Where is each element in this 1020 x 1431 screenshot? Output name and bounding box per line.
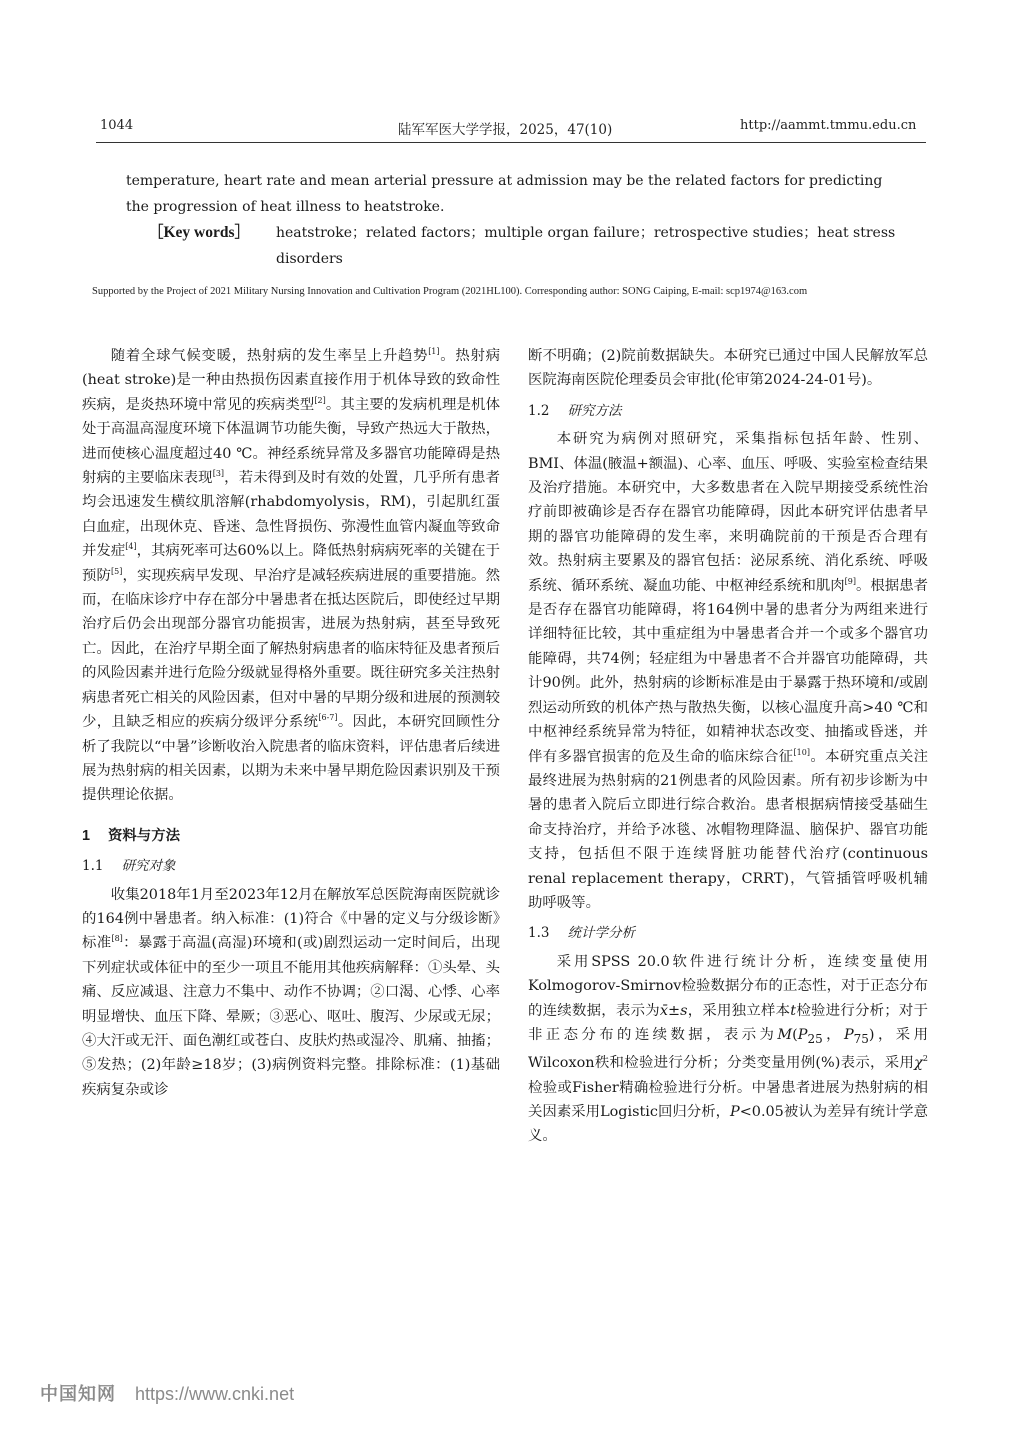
journal-url: http://aammt.tmmu.edu.cn — [740, 118, 917, 133]
journal-citation: 陆军军医大学学报，2025，47(10) — [398, 122, 613, 138]
keywords-label: ［Key words］ — [148, 224, 251, 241]
subsection-heading-1-1 — [82, 854, 500, 878]
cnki-logo: 中国知网 — [40, 1384, 116, 1404]
statistics-paragraph: 采用SPSS 20.0软件进行统计分析，连续变量使用Kolmogorov-Smirnov检验数据分布的正态性，对于正态分布的连续数据，表示为x̄±s，采用独立样本t检验进行分析；对于非正态分布的连续数据，表示为$M(P_{25}$，$P_{75}$)，采用Wilcoxon秩和检验进行分析；分类变量用例(%)表示，采用$\chi^2$检验或Fisher精确检验进行分析。中暑患者进展为热射病的相关因素采用Logistic回归分析，P<0.05被认为差异有统计学意义。 — [528, 953, 928, 1145]
subsection-number: 1.1 — [82, 858, 104, 875]
section-title: 资料与方法 — [108, 827, 180, 844]
cnki-url: https://www.cnki.net — [135, 1384, 295, 1404]
subjects-paragraph-continued: 断不明确；(2)院前数据缺失。本研究已通过中国人民解放军总医院海南医院伦理委员会审批(伦审第2024-24-01号)。 — [528, 348, 928, 389]
methods-paragraph: 本研究为病例对照研究，采集指标包括年龄、性别、BMI、体温(腋温+额温)、心率、血压、呼吸、实验室检查结果及治疗措施。本研究中，大多数患者在入院早期接受系统性治疗前即被确诊是否存在器官功能障碍，因此本研究评估患者早期的器官功能障碍的发生率，来明确院前的干预是否合理有效。热射病主要累及的器官包括：泌尿系统、消化系统、呼吸系统、循环系统、凝血功能、中枢神经系统和肌肉[9]。根据患者是否存在器官功能障碍，将164例中暑的患者分为两组来进行详细特征比较，其中重症组为中暑患者合并一个或多个器官功能障碍，共74例；轻症组为中暑患者不合并器官功能障碍，共计90例。此外，热射病的诊断标准是由于暴露于热环境和/或剧烈运动所致的机体产热与散热失衡，以核心温度升高>40 ℃和中枢神经系统异常为特征，如精神状态改变、抽搐或昏迷，并伴有多器官损害的危及生命的临床综合征[10]。本研究重点关注最终进展为热射病的21例患者的风险因素。所有初步诊断为中暑的患者入院后立即进行综合救治。患者根据病情接受基础生命支持治疗，并给予冰毯、冰帽物理降温、脑保护、器官功能支持，包括但不限于连续肾脏功能替代治疗(continuous renal replacement therapy，CRRT)，气管插管呼吸机辅助呼吸等。 — [528, 431, 928, 911]
intro-paragraph: 随着全球气候变暖，热射病的发生率呈上升趋势[1]。热射病(heat stroke)是一种由热损伤因素直接作用于机体导致的致命性疾病，是炎热环境中常见的疾病类型[2]。其主要的发病机理是机体处于高温高湿度环境下体温调节功能失衡，导致产热远大于散热，进而使核心温度超过40 ℃。神经系统异常及多器官功能障碍是热射病的主要临床表现[3]，若未得到及时有效的处置，几乎所有患者均会迅速发生横纹肌溶解(rhabdomyolysis，RM)，引起肌红蛋白血症，出现休克、昏迷、急性肾损伤、弥漫性血管内凝血等致命并发症[4]，其病死率可达60%以上。降低热射病病死率的关键在于预防[5]，实现疾病早发现、早治疗是减轻疾病进展的重要措施。然而，在临床诊疗中存在部分中暑患者在抵达医院后，即使经过早期治疗后仍会出现部分器官功能损害，进展为热射病，甚至导致死亡。因此，在治疗早期全面了解热射病患者的临床特征及患者预后的风险因素并进行危险分级就显得格外重要。既往研究多关注热射病患者死亡相关的风险因素，但对中暑的早期分级和进展的预测较少，且缺乏相应的疾病分级评分系统[6-7]。因此，本研究回顾性分析了我院以“中暑”诊断收治入院患者的临床资料，评估患者后续进展为热射病的相关因素，以期为未来中暑早期危险因素识别及干预提供理论依据。 — [82, 347, 500, 804]
subsection-heading-1-2 — [528, 399, 928, 423]
section-number: 1 — [82, 827, 91, 844]
section-heading-1 — [82, 824, 500, 848]
subsection-heading-1-3 — [528, 921, 928, 945]
right-column — [528, 344, 928, 1149]
keywords-text: heatstroke；related factors；multiple organ failure；retrospective studies；heat stress disorders — [276, 225, 896, 267]
header-rule — [96, 142, 926, 143]
subsection-number: 1.2 — [528, 402, 550, 419]
funding-note: Supported by the Project of 2021 Military Nursing Innovation and Cultivation Program (2021HL100). Corresponding author: SONG Caiping, E-mail: scp1974@163.com — [92, 286, 808, 297]
subsection-title: 研究对象 — [121, 858, 176, 875]
page-number: 1044 — [100, 118, 134, 133]
subsection-title: 统计学分析 — [567, 925, 635, 942]
left-column — [82, 344, 500, 1102]
cnki-watermark — [40, 1380, 294, 1406]
subsection-title: 研究方法 — [567, 402, 622, 419]
subsection-number: 1.3 — [528, 925, 550, 942]
subjects-paragraph: 收集2018年1月至2023年12月在解放军总医院海南医院就诊的164例中暑患者。纳入标准：(1)符合《中暑的定义与分级诊断》标准[8]：暴露于高温(高湿)环境和(或)剧烈运动一定时间后，出现下列症状或体征中的至少一项且不能用其他疾病解释：①头晕、头痛、反应减退、注意力不集中、动作不协调；②口渴、心悸、心率明显增快、血压下降、晕厥；③恶心、呕吐、腹泻、少尿或无尿；④大汗或无汗、面色潮红或苍白、皮肤灼热或湿冷、肌痛、抽搐；⑤发热；(2)年龄≥18岁；(3)病例资料完整。排除标准：(1)基础疾病复杂或诊 — [82, 886, 500, 1098]
abstract-continuation: temperature, heart rate and mean arterial pressure at admission may be the related factors for predicting the progression of heat illness to heatstroke. — [126, 173, 883, 215]
